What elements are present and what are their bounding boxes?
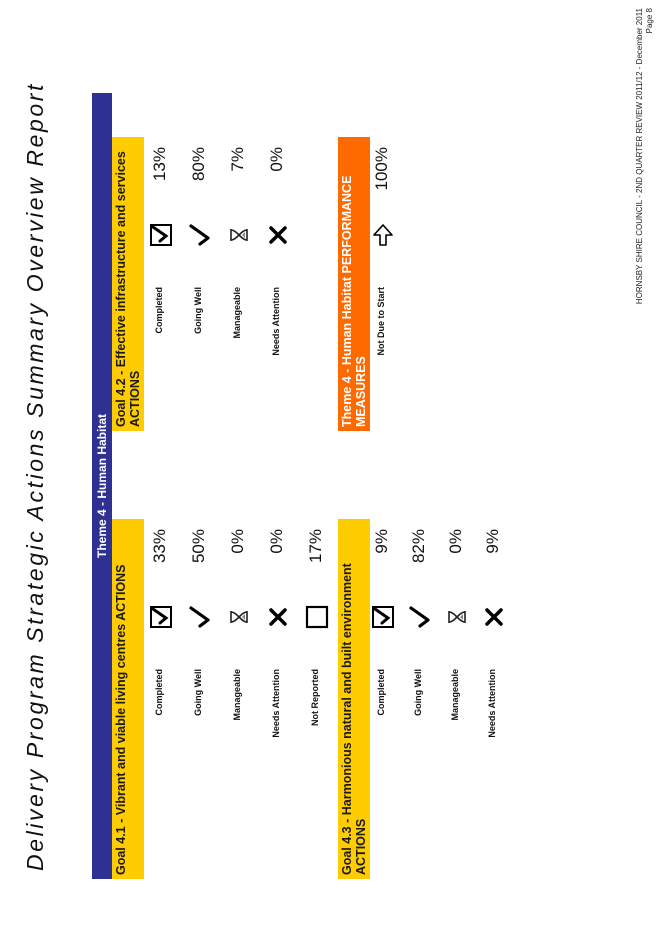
status-row (144, 519, 180, 879)
status-percentage: 13% (150, 147, 169, 182)
status-percentage: 0% (267, 529, 286, 554)
hourglass-icon (226, 604, 252, 630)
goal42-header: Goal 4.2 - Effective infrastructure and services ACTIONS (112, 137, 144, 431)
status-row (300, 519, 336, 879)
status-percentage: 9% (372, 529, 391, 554)
checked-box-icon (370, 604, 396, 630)
status-percentage: 100% (372, 147, 391, 191)
goal43-header: Goal 4.3 - Harmonious natural and built environment ACTIONS (338, 519, 370, 879)
status-row (183, 519, 219, 879)
checked-box-icon (148, 222, 174, 248)
tick-icon (187, 604, 213, 630)
tick-icon (407, 604, 433, 630)
footer (635, 8, 655, 304)
cross-icon (265, 604, 291, 630)
status-label: Manageable (232, 669, 242, 721)
status-percentage: 17% (306, 529, 325, 564)
measures-header: Theme 4 - Human Habitat PERFORMANCE MEASURES (338, 137, 370, 431)
empty-box-icon (304, 604, 330, 630)
goal41-header: Goal 4.1 - Vibrant and viable living centres ACTIONS (112, 519, 144, 879)
status-percentage: 50% (189, 529, 208, 564)
status-percentage: 80% (189, 147, 208, 182)
status-label: Completed (376, 669, 386, 716)
cross-icon (265, 222, 291, 248)
status-percentage: 0% (267, 147, 286, 172)
tick-icon (187, 222, 213, 248)
status-percentage: 0% (446, 529, 465, 554)
status-label: Completed (154, 669, 164, 716)
status-percentage: 0% (228, 529, 247, 554)
status-row (366, 137, 402, 431)
arrow-icon (370, 222, 396, 248)
status-row (222, 519, 258, 879)
status-percentage: 7% (228, 147, 247, 172)
status-percentage: 82% (409, 529, 428, 564)
status-label: Going Well (193, 669, 203, 716)
hourglass-icon (444, 604, 470, 630)
status-label: Not Reported (310, 669, 320, 726)
status-label: Manageable (450, 669, 460, 721)
status-row (261, 519, 297, 879)
status-label: Going Well (193, 287, 203, 334)
status-row (440, 519, 476, 879)
status-percentage: 9% (483, 529, 502, 554)
cross-icon (481, 604, 507, 630)
status-row (403, 519, 439, 879)
status-percentage: 33% (150, 529, 169, 564)
status-label: Going Well (413, 669, 423, 716)
status-row (366, 519, 402, 879)
footer-page-number: Page 8 (645, 8, 654, 34)
checked-box-icon (148, 604, 174, 630)
status-row (144, 137, 180, 431)
status-label: Not Due to Start (376, 287, 386, 356)
status-label: Needs Attention (271, 669, 281, 738)
status-label: Needs Attention (487, 669, 497, 738)
theme-bar: Theme 4 - Human Habitat (92, 93, 112, 879)
page-title: Delivery Program Strategic Actions Summary Overview Report (22, 81, 48, 871)
status-label: Needs Attention (271, 287, 281, 356)
status-label: Completed (154, 287, 164, 334)
status-row (261, 137, 297, 431)
hourglass-icon (226, 222, 252, 248)
status-row (477, 519, 513, 879)
status-label: Manageable (232, 287, 242, 339)
footer-council-line: HORNSBY SHIRE COUNCIL - 2ND QUARTER REVIEW 2011/12 - December 2011 (635, 8, 644, 305)
status-row (222, 137, 258, 431)
status-row (183, 137, 219, 431)
